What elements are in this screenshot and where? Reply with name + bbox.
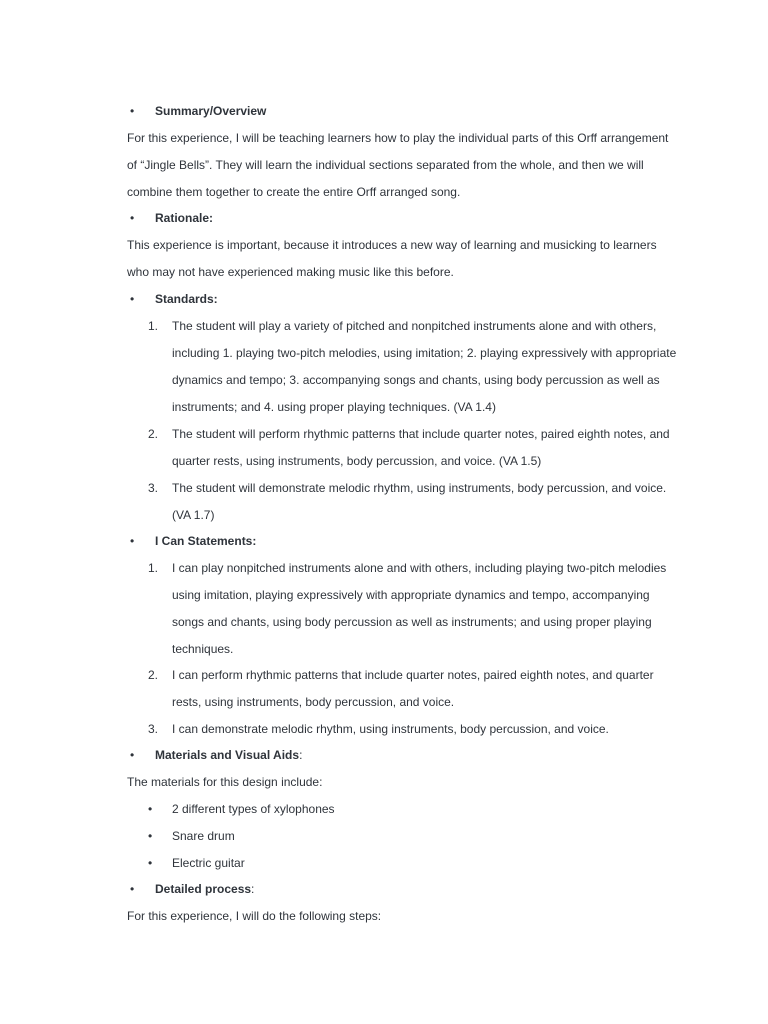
ican-item-text: rests, using instruments, body percussion, and voice.	[172, 695, 455, 709]
bullet: •	[130, 748, 135, 762]
ican-item-1	[148, 555, 666, 582]
list-number: 3.	[148, 722, 159, 736]
standards-item-text: instruments; and 4. using proper playing techniques. (VA 1.4)	[172, 400, 496, 414]
summary-heading-row	[130, 98, 266, 125]
materials-intro: The materials for this design include:	[127, 775, 323, 789]
bullet: •	[130, 882, 135, 896]
standards-item-text: The student will demonstrate melodic rhythm, using instruments, body percussion, and voice.	[172, 481, 667, 495]
standards-heading-row	[130, 286, 218, 313]
materials-item-text: 2 different types of xylophones	[172, 802, 335, 816]
materials-item	[148, 823, 235, 850]
ican-item-text: techniques.	[172, 642, 234, 656]
list-number: 2.	[148, 668, 159, 682]
standards-item-1	[148, 313, 656, 340]
ican-item-text: using imitation, playing expressively with appropriate dynamics and tempo, accompanying	[172, 588, 650, 602]
materials-item	[148, 796, 335, 823]
standards-item-2	[148, 421, 670, 448]
rationale-text-line: who may not have experienced making music like this before.	[127, 265, 454, 279]
ican-heading-row	[130, 528, 256, 555]
list-number: 1.	[148, 561, 159, 575]
standards-item-text: (VA 1.7)	[172, 508, 215, 522]
bullet: •	[130, 211, 135, 225]
standards-item-3	[148, 475, 666, 502]
process-heading-row	[130, 876, 254, 903]
rationale-text-line: This experience is important, because it introduces a new way of learning and musicking to learners	[127, 238, 657, 252]
materials-item	[148, 850, 245, 877]
bullet: •	[148, 802, 153, 816]
summary-text-line: For this experience, I will be teaching learners how to play the individual parts of this Orff arrangement	[127, 131, 669, 145]
ican-item-2	[148, 662, 654, 689]
standards-item-text: dynamics and tempo; 3. accompanying songs and chants, using body percussion as well as	[172, 373, 660, 387]
standards-item-text: quarter rests, using instruments, body percussion, and voice. (VA 1.5)	[172, 454, 542, 468]
summary-text-line: combine them together to create the entire Orff arranged song.	[127, 185, 461, 199]
list-number: 1.	[148, 319, 159, 333]
ican-item-text: songs and chants, using body percussion as well as instruments; and using proper playing	[172, 615, 652, 629]
materials-heading: Materials and Visual Aids	[155, 748, 300, 762]
summary-text-line: of “Jingle Bells”. They will learn the individual sections separated from the whole, and then we will	[127, 158, 644, 172]
ican-item-text: I can demonstrate melodic rhythm, using instruments, body percussion, and voice.	[172, 722, 609, 736]
heading-colon: :	[251, 882, 255, 896]
heading-colon: :	[299, 748, 303, 762]
standards-item-text: The student will play a variety of pitched and nonpitched instruments alone and with others,	[172, 319, 657, 333]
list-number: 2.	[148, 427, 159, 441]
standards-item-text: The student will perform rhythmic patterns that include quarter notes, paired eighth notes, and	[172, 427, 670, 441]
materials-item-text: Snare drum	[172, 829, 235, 843]
materials-heading-row	[130, 742, 302, 769]
process-heading: Detailed process	[155, 882, 252, 896]
list-number: 3.	[148, 481, 159, 495]
ican-item-text: I can perform rhythmic patterns that include quarter notes, paired eighth notes, and quarter	[172, 668, 654, 682]
rationale-heading: Rationale:	[155, 211, 214, 225]
bullet: •	[148, 829, 153, 843]
standards-item-text: including 1. playing two-pitch melodies, using imitation; 2. playing expressively with appropriate	[172, 346, 677, 360]
materials-item-text: Electric guitar	[172, 856, 245, 870]
ican-item-text: I can play nonpitched instruments alone and with others, including playing two-pitch melodies	[172, 561, 667, 575]
ican-item-3	[148, 716, 609, 743]
bullet: •	[130, 104, 135, 118]
rationale-heading-row	[130, 205, 213, 232]
summary-heading: Summary/Overview	[155, 104, 267, 118]
bullet: •	[130, 534, 135, 548]
process-intro: For this experience, I will do the following steps:	[127, 909, 382, 923]
standards-heading: Standards:	[155, 292, 218, 306]
bullet: •	[148, 856, 153, 870]
ican-heading: I Can Statements:	[155, 534, 257, 548]
bullet: •	[130, 292, 135, 306]
